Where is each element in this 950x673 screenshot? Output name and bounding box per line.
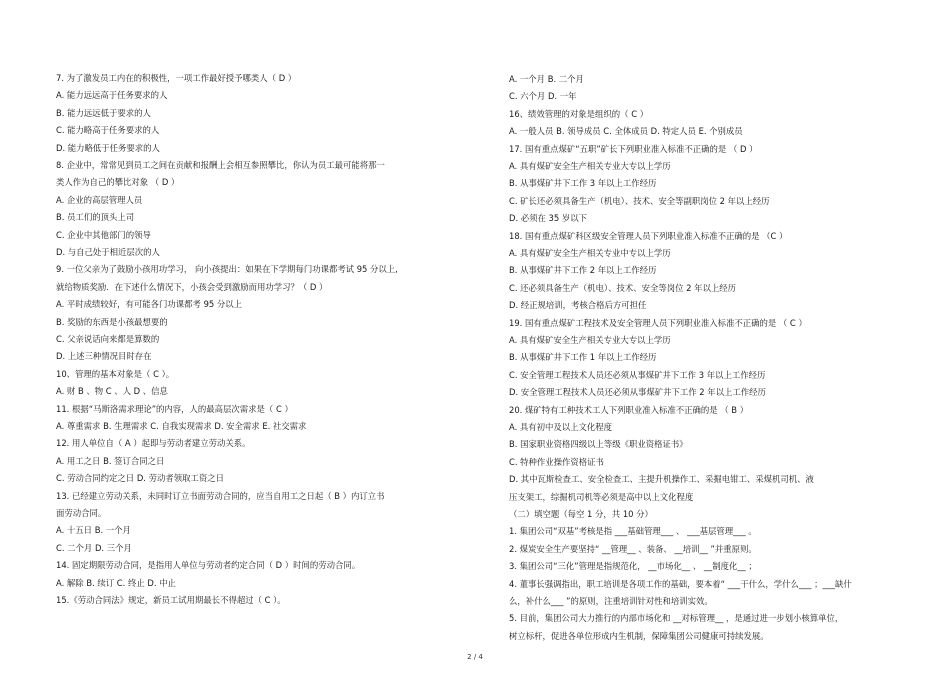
right-column-line: D. 安全管理工程技术人员还必须从事煤矿井下工作 2 年以上工作经历: [509, 387, 766, 398]
left-column-line: C. 企业中其他部门的领导: [56, 229, 151, 240]
left-column-line: D. 上述三种情况目时存在: [56, 351, 152, 362]
right-column-line: D. 其中瓦斯检查工、安全检查工、主提升机操作工、采掘电钳工、采煤机司机、液: [509, 474, 814, 485]
right-column-line: C. 特种作业操作资格证书: [509, 456, 604, 467]
right-column-line: B. 国家职业资格四级以上等级《职业资格证书》: [509, 439, 688, 450]
left-column-line: A. 十五日 B. 一个月: [56, 525, 131, 536]
right-column-line: 20. 煤矿特有工种技术工人下列职业准入标准不正确的是 （ B ）: [509, 404, 749, 415]
left-column-line: 类人作为自己的攀比对象 （ D ）: [56, 177, 180, 188]
left-column-line: 10、管理的基本对象是（ C ）。: [56, 368, 175, 379]
left-column-line: 13. 已经建立劳动关系，未同时订立书面劳动合同的，应当自用工之日起（ B ）内订立书: [56, 490, 385, 501]
left-column-line: 面劳动合同。: [56, 508, 107, 518]
right-column-line: 16、绩效管理的对象是组织的（ C ）: [509, 108, 649, 119]
left-column-line: C. 能力略高于任务要求的人: [56, 125, 160, 136]
right-column-line: 18. 国有重点煤矿科区级安全管理人员下列职业准入标准不正确的是 （C ）: [509, 230, 788, 241]
left-column-line: 7. 为了激发员工内在的积极性，一项工作最好授予哪类人（ D ）: [56, 73, 297, 83]
right-column-line: C. 还必须具备生产（机电）、技术、安全等岗位 2 年以上经历: [509, 282, 737, 293]
left-column-line: D. 能力略低于任务要求的人: [56, 142, 160, 153]
right-column-line: A. 具有煤矿安全生产相关专业大专以上学历: [509, 161, 671, 171]
right-column-line: A. 一个月 B. 二个月: [509, 74, 584, 84]
left-column-line: B. 奖励的东西是小孩最想要的: [56, 316, 168, 327]
right-column-line: 压支架工，综掘机司机等必须是高中以上文化程度: [509, 491, 694, 502]
left-column-line: A. 企业的高层管理人员: [56, 194, 143, 205]
left-column-line: A. 能力远远高于任务要求的人: [56, 90, 168, 101]
left-column-line: D. 与自己处于相近层次的人: [56, 247, 160, 257]
right-column-line: 17. 国有重点煤矿“五职”矿长下列职业准入标准不正确的是 （ D ）: [509, 143, 758, 154]
right-column-line: C. 安全管理工程技术人员还必须从事煤矿井下工作 3 年以上工作经历: [509, 369, 766, 380]
left-column-line: B. 员工们的顶头上司: [56, 212, 135, 223]
left-column-line: A. 尊重需求 B. 生理需求 C. 自我实现需求 D. 安全需求 E. 社交需求: [56, 421, 307, 431]
left-column-line: 11. 根据“马斯洛需求理论”的内容，人的最高层次需求是（ C ）: [56, 403, 293, 414]
left-column-line: 12. 用人单位自（ A ）起即与劳动者建立劳动关系。: [56, 438, 251, 449]
right-column-line: D. 必须在 35 岁以下: [509, 213, 588, 224]
left-column-line: 9. 一位父亲为了鼓励小孩用功学习， 向小孩提出：如果在下学期每门功课都考试 95 分以上,: [56, 264, 398, 275]
left-column-line: 15.《劳动合同法》规定，新员工试用期最长不得超过（ C ）。: [56, 595, 286, 605]
left-column-line: C. 劳动合同约定之日 D. 劳动者领取工资之日: [56, 473, 224, 484]
right-column-line: 3. 集团公司“三化”管理是指规范化， __市场化__ 、 __制度化__ ；: [509, 561, 757, 572]
right-column-line: B. 从事煤矿井下工作 3 年以上工作经历: [509, 178, 657, 189]
right-column-line: C. 六个月 D. 一年: [509, 91, 577, 102]
right-column-line: A. 具有煤矿安全生产相关专业大专以上学历: [509, 335, 671, 345]
left-column-line: C. 二个月 D. 三个月: [56, 542, 132, 553]
right-column-line: （二）填空题（每空 1 分，共 10 分）: [509, 509, 653, 519]
left-column-line: 就给物质奖励．在下述什么情况下，小孩会受到激励而用功学习？（ D ）: [56, 281, 328, 292]
right-column-line: D. 经正规培训，考核合格后方可担任: [509, 300, 647, 311]
right-column-line: 么，补什么___ ”的原则，注重培训针对性和培训实效。: [509, 596, 713, 606]
left-column-line: C. 父亲说话向来都是算数的: [56, 334, 160, 344]
right-column-line: 1. 集团公司“双基”考核是指 ___基础管理___ 、 ___基层管理___ 。: [509, 526, 757, 537]
right-column-line: 2. 煤炭安全生产要坚持“ __管理__ 、装备、 __培训__ ”并重原则。: [509, 543, 757, 554]
left-column-line: A. 用工之日 B. 签订合同之日: [56, 455, 165, 466]
right-column-line: C. 矿长还必须具备生产（机电）、技术、安全等副职岗位 2 年以上经历: [509, 195, 770, 206]
right-column-line: B. 从事煤矿井下工作 1 年以上工作经历: [509, 352, 657, 363]
right-column-line: A. 具有初中及以上文化程度: [509, 422, 613, 432]
left-column-line: 14. 固定期限劳动合同，是指用人单位与劳动者约定合同（ D ）时间的劳动合同。: [56, 560, 361, 571]
right-column-line: 树立标杆，促进各单位形成内生机制，保障集团公司健康可持续发展。: [509, 630, 769, 641]
page-number: 2 / 4: [467, 653, 483, 661]
right-column-line: B. 从事煤矿井下工作 2 年以上工作经历: [509, 265, 657, 276]
right-column-line: 4. 董事长强调指出，职工培训是各项工作的基础，要本着“ ___干什么，学什么___ ；___缺什: [509, 578, 852, 589]
right-column-line: A. 一般人员 B. 领导成员 C. 全体成员 D. 特定人员 E. 个别成员: [509, 126, 743, 137]
left-column-line: 8. 企业中，常常见到员工之间在贡献和报酬上会相互参照攀比，你认为员工最可能将那一: [56, 160, 385, 170]
right-column-line: 19. 国有重点煤矿工程技术及安全管理人员下列职业准入标准不正确的是 （ C ）: [509, 317, 807, 328]
left-column-line: A. 解除 B. 续订 C. 终止 D. 中止: [56, 577, 176, 588]
right-column-line: A. 具有煤矿安全生产相关专业中专以上学历: [509, 248, 671, 258]
right-column-line: 5. 目前，集团公司大力推行的内部市场化和 __对标管理__ ，是通过进一步划小核算单位，: [509, 613, 844, 624]
left-column-line: B. 能力远远低于要求的人: [56, 107, 151, 118]
left-column-line: A. 平时成绩较好，有可能各门功课都考 95 分以上: [56, 299, 243, 310]
left-column-line: A. 财 B 、物 C 、人 D 、信息: [56, 386, 168, 397]
